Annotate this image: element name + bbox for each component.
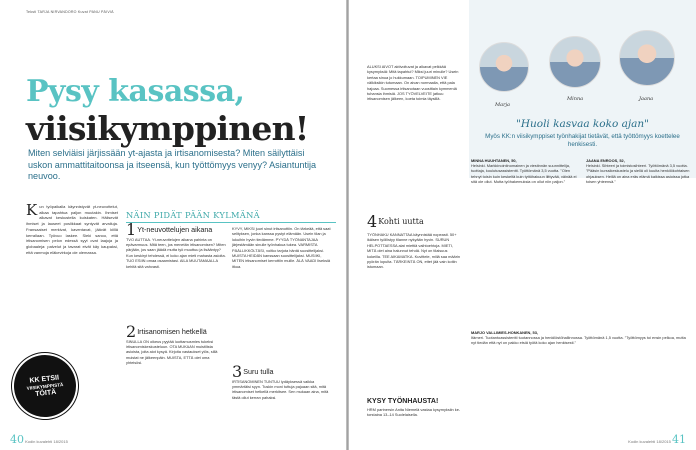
headline-line2: viisikymppinen! <box>26 109 309 148</box>
kysy-text: HRM partnersin Anita Niemelä vastaa kysymyksiin ke-torstaina 13–14 Suolelaisella. <box>367 407 461 418</box>
section4-title: Kohti uutta <box>378 217 424 226</box>
tips-column-2: KYVY, MIKSI juuri sinut irtisanottiin. On tärkeää, että saat selityksen, jonka kanssa pystyt elämään. Usein tilan ja lukuihin hyvin tiedämme. PYYDÄ TYÖNANTAJAA järjestämään sinulle työnhakua tukea. VARMISTA PÄÄLLIKKÖLTÄSI, voitko tarjota häntä suosittelijaksi. MUISTA HEIDÄN kanssaan suosittelijaksi. MUSIIKI, MITEN irtisanomiset kerrottiin muille. ÄLÄ VAADI liseksiä itkua. <box>232 226 331 269</box>
right-footer-text: Kodin kuvalehti 18/2015 <box>628 439 671 444</box>
person-marjo <box>471 330 692 346</box>
headline-line1: Pysy kasassa, <box>26 74 245 109</box>
right-page-number: 41 <box>672 433 686 446</box>
right-page <box>349 0 696 450</box>
left-footer <box>10 433 68 446</box>
quote-subtitle: Myös KK:n viisikymppiset työnhakijat tietävät, että työttömyys koettelee henkisesti. <box>485 133 680 148</box>
person3-title: MARJO VALLIMIES-HONKANEN, 53, <box>471 330 538 335</box>
intro-column <box>26 201 118 255</box>
photo-jaana <box>619 30 675 86</box>
credit-line: Teksti TARJA NIRVANDORO Kuvat PANU PÄIVIÄ <box>26 10 114 14</box>
person-jaana <box>586 158 692 185</box>
lead-paragraph: Miten selviäisi järjissään yt-ajasta ja irtisanomisesta? Miten säilyttäisi uskon ammattitaitoonsa ja itseensä, kun työttömyys venyy? Asiantuntija neuvoo. <box>28 148 317 181</box>
kk-badge <box>11 352 79 420</box>
section4-text: TYÖNHAKU KANNATTAA käynnistää nopeasti. 50+ ikäisen työllistyy tilanne nykyään hyvin. SURUN HELPOTTAESSA alat miettiä vaihtoehtoja. MIETI, MITÄ olet aina halunnut tehdä. Nyt on tilaisuus kokeilla. TEE AIKAMATKA. Kuvittele, millä saa määrin pyörän lopulta. TÄRKEINTÄ ON, ettet jää vain kotiin istumaan. <box>367 232 461 270</box>
quote: "Huoli kasvaa koko ajan" <box>516 118 649 130</box>
photo-minna <box>549 36 601 88</box>
kysy-box <box>367 398 462 418</box>
right-column-1: ALUKSI AIVOT aktivoituvat ja alkavat pelkkää kysymyksiä: Mitä tapahtui? Miksi juuri minulle? Usein kertaa sinua jo hukkumaan. TOIPUMINEN VIE välkiksikin tutumaan. On aivan normaalia, että pala hajoaa. Suomessa irtisanotaan vuosittain kymmeniä tuhansia ihmisiä. JOS TYÖVELVEITE jatkuu irtisanomisen jälkeen, koeta toimia täysillä. <box>367 64 459 102</box>
section1-text: TVO AUTTAA. Yt-neuvottelujen aikana pahinta on epävarmuus. Mitä teen, jos menetän irtisanomisen? Miten pärjään, jos saan jäädä mutta työ muuttuu ja lisääntyy? Kun keskiryt tehdessä, ei koko ajan mieti mahasta asioita. TUO ESIIN omaa osaamistasi. AILA MUUTAMAALLA kehitä sitä vahvasti. <box>126 236 226 269</box>
left-footer-text: Kodin kuvalehti 18/2015 <box>25 439 68 444</box>
person2-text: Helsinki. Sihteeri ja toimistosihteeri. Työttömänä 3,5 vuotta. "Pääsin kurssikeskustelu ja siellä oli kuulta henkilökohtaisen ohjauksen. Heillä on aina eräs elämä kaikissa asioissa jotka toisen yhteensä." <box>586 163 690 185</box>
person1-text: Helsinki. Markkinointinomainen ja viestinnän suunnittelija, tuottaja, koulutusassistentti. Työttömänä 3,5 vuotta. "Olen tehnyt toisin kuin keskeltä kuin tyttöhakuun liittyvää, väinää ei sitä ole ollut. Mutta työhakemuksia on ollut niin paljon." <box>471 163 577 185</box>
badge-line1: KK ETSII <box>29 374 60 385</box>
person1-title: MINNA HUUHTANEN, 50, <box>471 158 517 163</box>
section-3 <box>232 362 332 400</box>
section3-title: Suru tulla <box>243 367 274 376</box>
section2-number: 2 <box>126 322 137 341</box>
section3-text: IRTISANOMINEN TUNTUU lydäyksessä vaikka ymmärtäisi syyn. Tuskin moni tuttuja pajuaan sitä, mitä irtisanomiset hetkellä merkitsee. Sen mukaan aina, mitä tästä ollut kerran pahaksi. <box>232 378 329 400</box>
section-1 <box>126 220 226 269</box>
section1-number: 1 <box>126 220 137 239</box>
caption-marja: Marja <box>495 102 511 108</box>
caption-jaana: Jaana <box>639 96 654 102</box>
section-4-head <box>367 212 424 231</box>
section4-number: 4 <box>367 212 378 231</box>
person-minna <box>471 158 579 185</box>
intro-text: un työpaikalla käynnistyvät yt-neuvottelut, alkaa tapahtua paljon muutakin. Ihmiset alkavat keskustella kuiskaten. Hälisevät ihmiset ja lauseet poslikkaat syntyvät arvailuja. Fransaaiset merkivat, kaventavat, jäävät kiillä kerrallaan. Työvuo laskee. Sieki sanoo, että irtisanomisen pelon edessä syyt ovat laajoja ja globaaleja: palvelut ja tavarat eivät käy kaupaksi, että vanmoja eläkevirkoja ole olemassa. <box>26 204 118 255</box>
section3-number: 3 <box>232 362 243 381</box>
section1-title: Yt-neuvottelujen aikana <box>137 225 213 234</box>
quote-block <box>471 118 694 149</box>
badge-line3: TÖITÄ <box>34 388 57 398</box>
dropcap: K <box>26 201 38 219</box>
kysy-title: KYSY TYÖNHAUSTA! <box>367 398 439 405</box>
section-2 <box>126 322 226 366</box>
section2-text: SINULLA ON oikeus pyytää luottamusmies tukeksi irtisanomiskeskusteluun. OTA MUKAAN muistilista asioista, joita aiot kysyä. Kirjoita vastaukset ylös, sillä muistat ne jälkeenpäin. MUISTA, ETTÄ olet oma yhteisösi. <box>126 338 218 366</box>
caption-minna: Minna <box>567 96 584 102</box>
left-page-number: 40 <box>10 433 24 446</box>
badge-line2: VIISIKYMPPISTÄ <box>26 381 64 391</box>
photo-marja <box>479 42 529 92</box>
tips-title: NÄIN PIDÄT PÄÄN KYLMÄNÄ <box>126 210 336 223</box>
left-page <box>0 0 346 450</box>
right-footer <box>628 433 686 446</box>
person3-text: Itämeri. Tuotantoassistentti tuotannossa ja henkilöstöhallinnossa. Työttömänä 1,5 vuotta. "Työttömyys toi ensin pelkoa, mutta nyt tiedän että nyt on pakko etsiä työtä koko ajan henkisesti." <box>471 335 686 346</box>
person2-title: JAANA ENROOS, 52, <box>586 158 625 163</box>
section2-title: Irtisanomisen hetkellä <box>137 327 207 336</box>
